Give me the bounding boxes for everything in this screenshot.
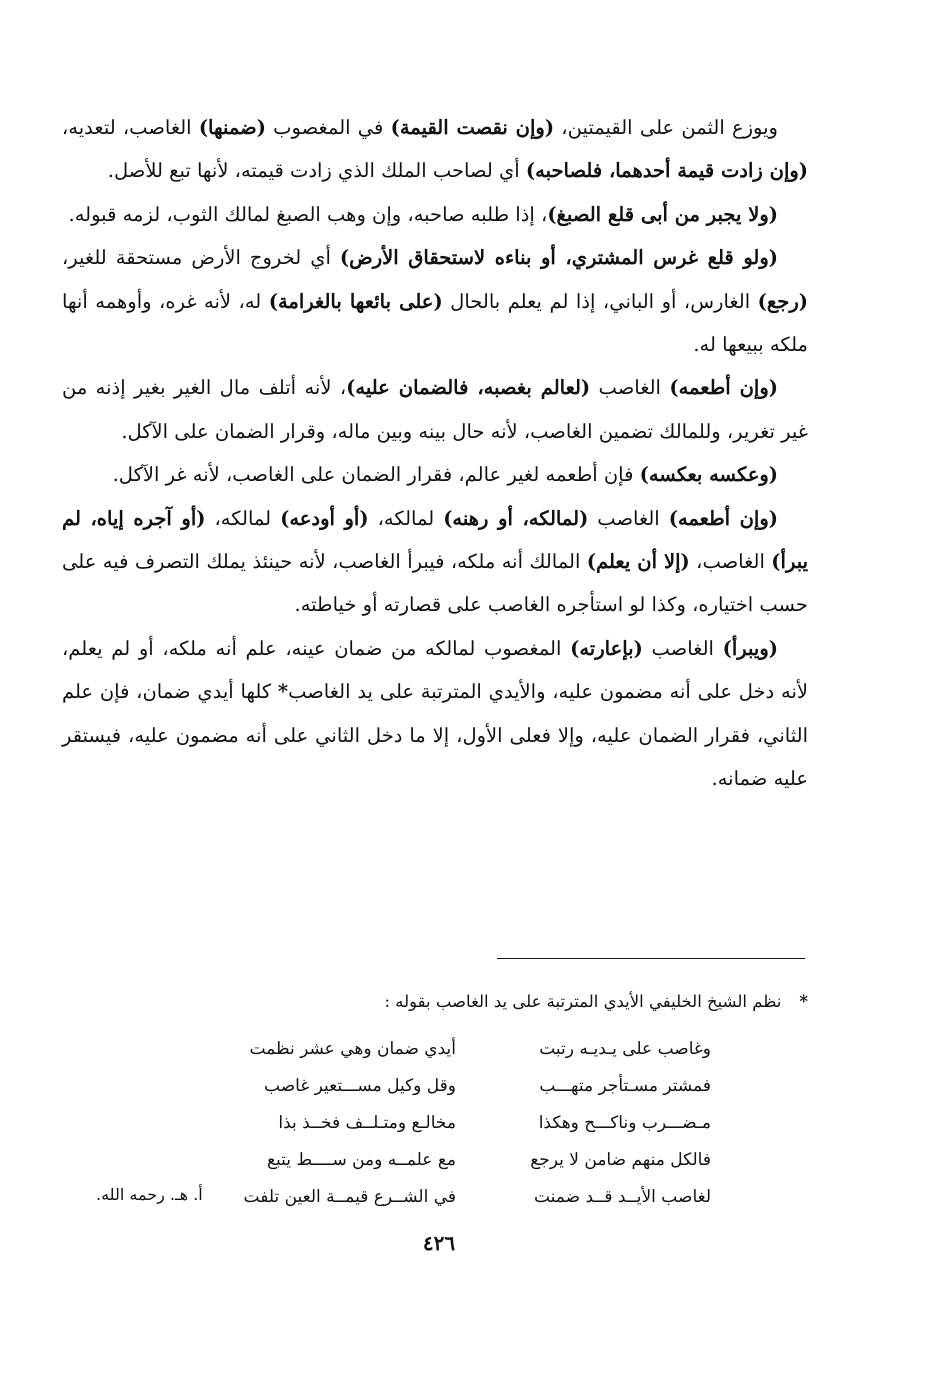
text-run: كلها أيدي ضمان، فإن علم الثاني، فقرار الضمان عليه، وإلا فعلى الأول، إلا ما دخل الثاني على أنه مضمون عليه، فيستقر عليه ضمانه. xyxy=(62,680,808,791)
matn-quote: (ولا يجبر من أبى قلع الصبغ) xyxy=(547,202,778,226)
matn-quote: (وعكسه بعكسه) xyxy=(639,463,778,487)
text-run: له، لأنه غره، وأوهمه أنها ملكه ببيعها له. xyxy=(62,289,808,357)
paragraph-2 xyxy=(62,193,808,236)
paragraph-6 xyxy=(62,497,808,627)
text-run: لمالكه، xyxy=(368,506,444,530)
matn-quote: (أو آجره إياه، لم يبرأ) xyxy=(62,506,809,574)
page-number: ٤٢٦ xyxy=(422,1231,456,1255)
text-run: المالك أنه ملكه، فيبرأ الغاصب، لأنه حينئذ يملك التصرف فيه على حسب اختياره، وكذا لو استأجره الغاصب على قصارته أو خياطته. xyxy=(62,550,808,617)
verse-3-second-hemistich: مخالـع ومتـلــف فخــذ بذا xyxy=(278,1113,456,1133)
matn-quote: (لعالم بغصبه، فالضمان عليه) xyxy=(346,376,591,400)
paragraph-5 xyxy=(62,453,808,496)
footnote-signature: أ. هـ. رحمه الله. xyxy=(96,1185,203,1204)
matn-quote: (وإن أطعمه) xyxy=(669,376,778,400)
text-run: الغاصب، لتعديه، xyxy=(62,116,199,139)
verse-4-first-hemistich: فالكل منهم ضامن لا يرجع xyxy=(530,1150,711,1170)
text-run: المغصوب لمالكه من ضمان عينه، علم أنه ملكه، أو لم يعلم، لأنه دخل على أنه مضمون عليه، والأيدي المترتبة على يد الغاصب xyxy=(62,636,808,704)
text-run: الغارس، أو الباني، إذا لم يعلم بالحال xyxy=(442,289,758,313)
text-run: أي لخروج الأرض مستحقة للغير، xyxy=(62,246,340,270)
matn-quote: (ولو قلع غرس المشتري، أو بناءه لاستحقاق الأرض) xyxy=(339,246,779,270)
text-run: الغاصب، xyxy=(689,550,772,574)
matn-quote: (وإن أطعمه) xyxy=(668,506,778,530)
matn-quote: (لمالكه، أو رهنه) xyxy=(443,506,589,530)
paragraph-7 xyxy=(62,627,808,801)
text-run: ، لأنه أتلف مال الغير بغير إذنه من غير تغرير، وللمالك تضمين الغاصب، لأنه حال بينه وبين ماله، وقرار الضمان على الآكل. xyxy=(62,376,808,443)
verse-3-first-hemistich: مـضـــرب وناكـــح وهكذا xyxy=(538,1113,711,1133)
text-run: أي لصاحب الملك الذي زادت قيمته، لأنها تبع للأصل. xyxy=(107,159,526,183)
verse-5-second-hemistich: في الشــرع قيمــة العين تلفت xyxy=(243,1187,456,1207)
text-run: الغاصب xyxy=(588,506,669,530)
text-run: فإن أطعمه لغير عالم، فقرار الضمان على الغاصب، لأنه غر الآكل. xyxy=(112,463,640,487)
matn-quote: (على بائعها بالغرامة) xyxy=(268,289,443,313)
matn-quote: (أو أودعه) xyxy=(280,506,369,530)
matn-quote: (وإن نقصت القيمة) xyxy=(390,116,555,139)
text-run: في المغصوب xyxy=(265,116,391,139)
text-run: الغاصب xyxy=(642,636,723,660)
footnote-intro-text: نظم الشيخ الخليفي الأيدي المترتبة على يد الغاصب بقوله : xyxy=(384,992,782,1011)
text-run: ، إذا طلبه صاحبه، وإن وهب الصبغ لمالك الثوب، لزمه قبوله. xyxy=(68,202,548,226)
text-run: لمالكه، xyxy=(205,506,281,530)
verse-5-first-hemistich: لغاصب الأيــد قــد ضمنت xyxy=(533,1187,711,1207)
paragraph-4 xyxy=(62,366,808,453)
matn-quote: (إلا أن يعلم) xyxy=(586,550,690,574)
verse-2-second-hemistich: وقل وكيل مســـتعير غاصب xyxy=(264,1076,456,1096)
text-run: الغاصب xyxy=(590,376,670,400)
footnote-marker: * xyxy=(277,680,289,704)
footnote-separator xyxy=(497,958,805,959)
matn-quote: (رجع) xyxy=(757,289,808,313)
paragraph-3 xyxy=(62,236,808,366)
footnote-intro xyxy=(88,990,808,1014)
matn-quote: (وإن زادت قيمة أحدهما، فلصاحبه) xyxy=(525,159,808,183)
paragraph-1 xyxy=(62,106,808,193)
verse-4-second-hemistich: مع علمــه ومن ســــط يتبع xyxy=(266,1150,456,1170)
matn-quote: (ضمنها) xyxy=(198,116,266,139)
text-run: ويوزع الثمن على القيمتين، xyxy=(554,116,778,139)
matn-quote: (بإعارته) xyxy=(570,636,643,660)
main-text xyxy=(62,106,808,801)
verse-1-first-hemistich: وغاصب على يـديـه رتبت xyxy=(539,1039,711,1059)
verse-2-first-hemistich: فمشتر مسـتأجر متهـــب xyxy=(539,1076,711,1096)
matn-quote: (ويبرأ) xyxy=(722,636,778,660)
footnote-star: * xyxy=(799,992,808,1011)
verse-1-second-hemistich: أيدي ضمان وهي عشر نظمت xyxy=(249,1039,456,1059)
